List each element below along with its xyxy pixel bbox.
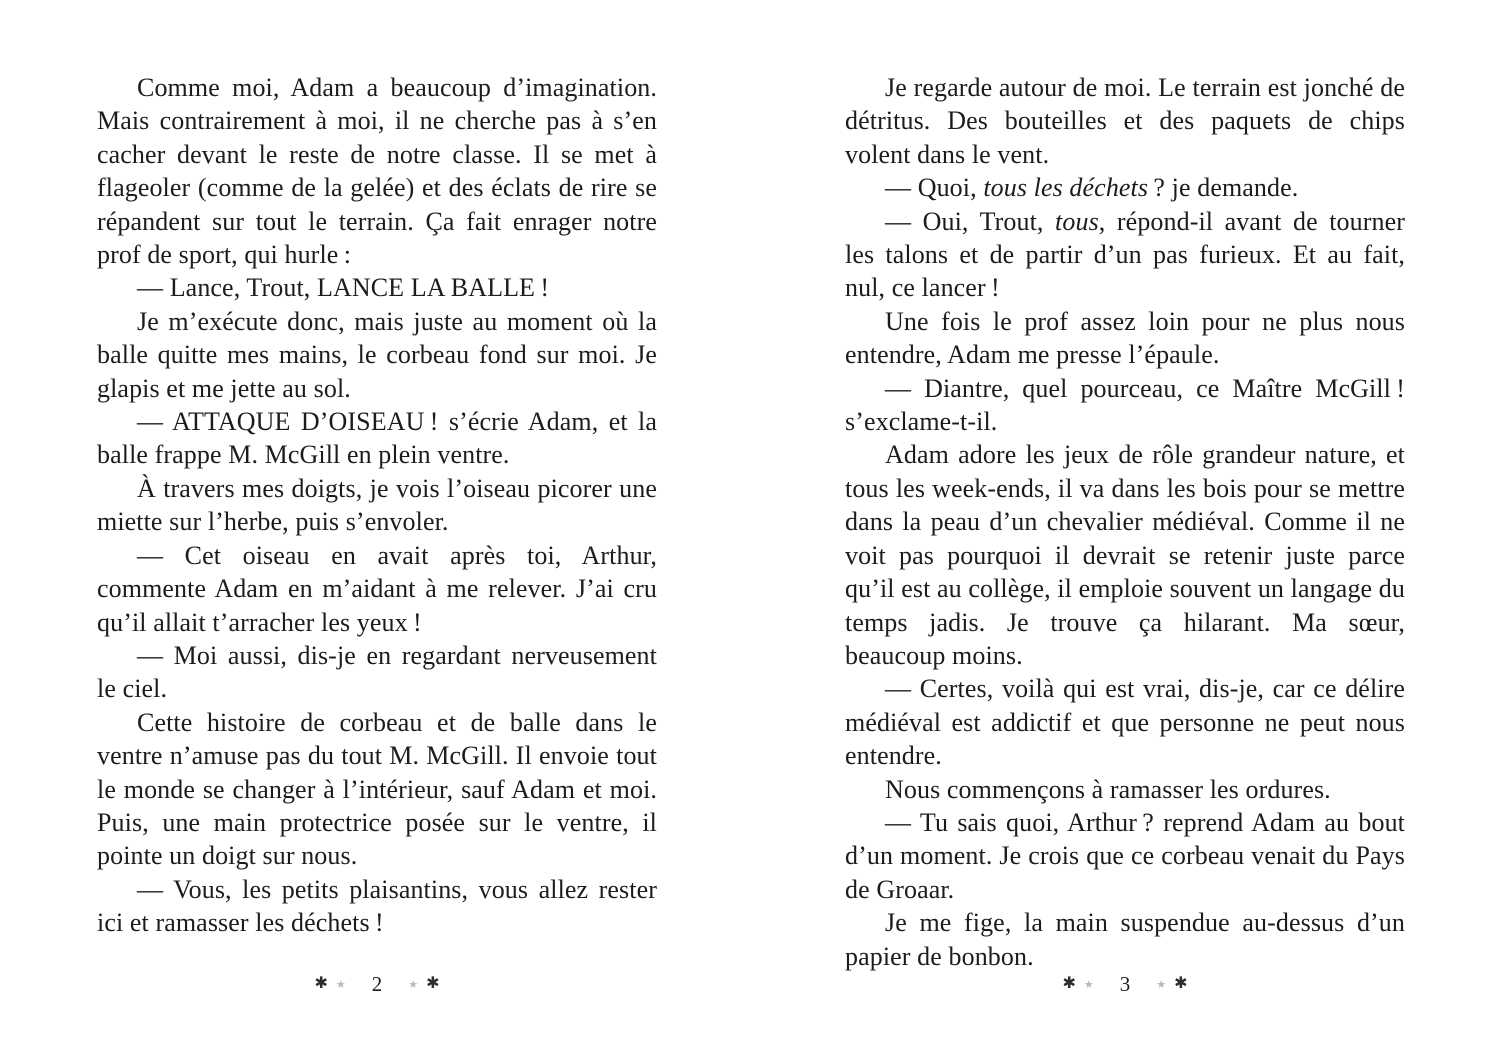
star-ornament-icon: ★ [1156, 977, 1167, 991]
paragraph: Adam adore les jeux de rôle grandeur nature, et tous les week-ends, il va dans les bois pour se mettre dans la peau d’un chevalier médiéval. Comme il ne voit pas pourquoi il devrait se retenir juste parce qu’il est au collège, il emploie souvent un langage du temps jadis. Je trouve ça hilarant. Ma sœur, beaucoup moins. [845, 440, 1405, 670]
star-ornament-icon: ★ [1083, 977, 1094, 991]
asterisk-ornament-icon: ✱ [1174, 973, 1188, 992]
paragraph: Je regarde autour de moi. Le terrain est jonché de détritus. Des bouteilles et des paquets de chips volent dans le vent. [845, 73, 1405, 169]
paragraph: — Certes, voilà qui est vrai, dis-je, car ce délire médiéval est addictif et que personne ne peut nous entendre. [845, 674, 1405, 771]
paragraph: Comme moi, Adam a beaucoup d’imagination. Mais contrairement à moi, il ne cherche pas à s’en cacher devant le reste de notre classe. Il se met à flageoler (comme de la gelée) et des éclats de rire se répandent sur tout le terrain. Ça fait enrager notre prof de sport, qui hurle : [97, 73, 657, 270]
paragraph: À travers mes doigts, je vois l’oiseau picorer une miette sur l’herbe, puis s’envoler. [97, 473, 657, 537]
asterisk-ornament-icon: ✱ [426, 973, 440, 992]
paragraph: — Lance, Trout, LANCE LA BALLE ! [137, 273, 550, 303]
paragraph: — Diantre, quel pourceau, ce Maître McGill ! s’exclame-t-il. [845, 373, 1405, 437]
page-number: 3 [1119, 971, 1131, 996]
paragraph: — ATTAQUE D’OISEAU ! s’écrie Adam, et la balle frappe M. McGill en plein ventre. [97, 407, 657, 470]
paragraph: Nous commençons à ramasser les ordures. [885, 774, 1331, 804]
page-right [845, 0, 1405, 1045]
page-left [97, 0, 657, 1045]
paragraph: — Moi aussi, dis-je en regardant nerveusement le ciel. [97, 640, 657, 704]
paragraph: — Cet oiseau en avait après toi, Arthur, commente Adam en m’aidant à me relever. J’ai cru qu’il allait t’arracher les yeux ! [97, 540, 657, 637]
star-ornament-icon: ★ [408, 977, 419, 991]
asterisk-ornament-icon: ✱ [1062, 973, 1076, 992]
asterisk-ornament-icon: ✱ [314, 973, 328, 992]
page-left-text [97, 71, 657, 940]
paragraph: Je me fige, la main suspendue au-dessus d’un papier de bonbon. [845, 908, 1405, 971]
paragraph: — Quoi, tous les déchets ? je demande. [885, 173, 1299, 203]
paragraph: Une fois le prof assez loin pour ne plus nous entendre, Adam me presse l’épaule. [845, 306, 1405, 370]
paragraph: — Vous, les petits plaisantins, vous allez rester ici et ramasser les déchets ! [97, 874, 657, 938]
page-left-footer [97, 966, 657, 1002]
paragraph: — Tu sais quoi, Arthur ? reprend Adam au bout d’un moment. Je crois que ce corbeau venait du Pays de Groaar. [845, 807, 1405, 904]
paragraph: Je m’exécute donc, mais juste au moment où la balle quitte mes mains, le corbeau fond sur moi. Je glapis et me jette au sol. [97, 306, 657, 403]
page-right-text [845, 71, 1405, 973]
paragraph: Cette histoire de corbeau et de balle dans le ventre n’amuse pas du tout M. McGill. Il envoie tout le monde se changer à l’intérieur, sauf Adam et moi. Puis, une main protectrice posée sur le ventre, il pointe un doigt sur nous. [97, 707, 657, 871]
paragraph: — Oui, Trout, tous, répond-il avant de tourner les talons et de partir d’un pas furieux. Et au fait, nul, ce lancer ! [845, 206, 1406, 303]
page-right-footer [845, 966, 1405, 1002]
star-ornament-icon: ★ [335, 977, 346, 991]
page-number: 2 [371, 971, 383, 996]
